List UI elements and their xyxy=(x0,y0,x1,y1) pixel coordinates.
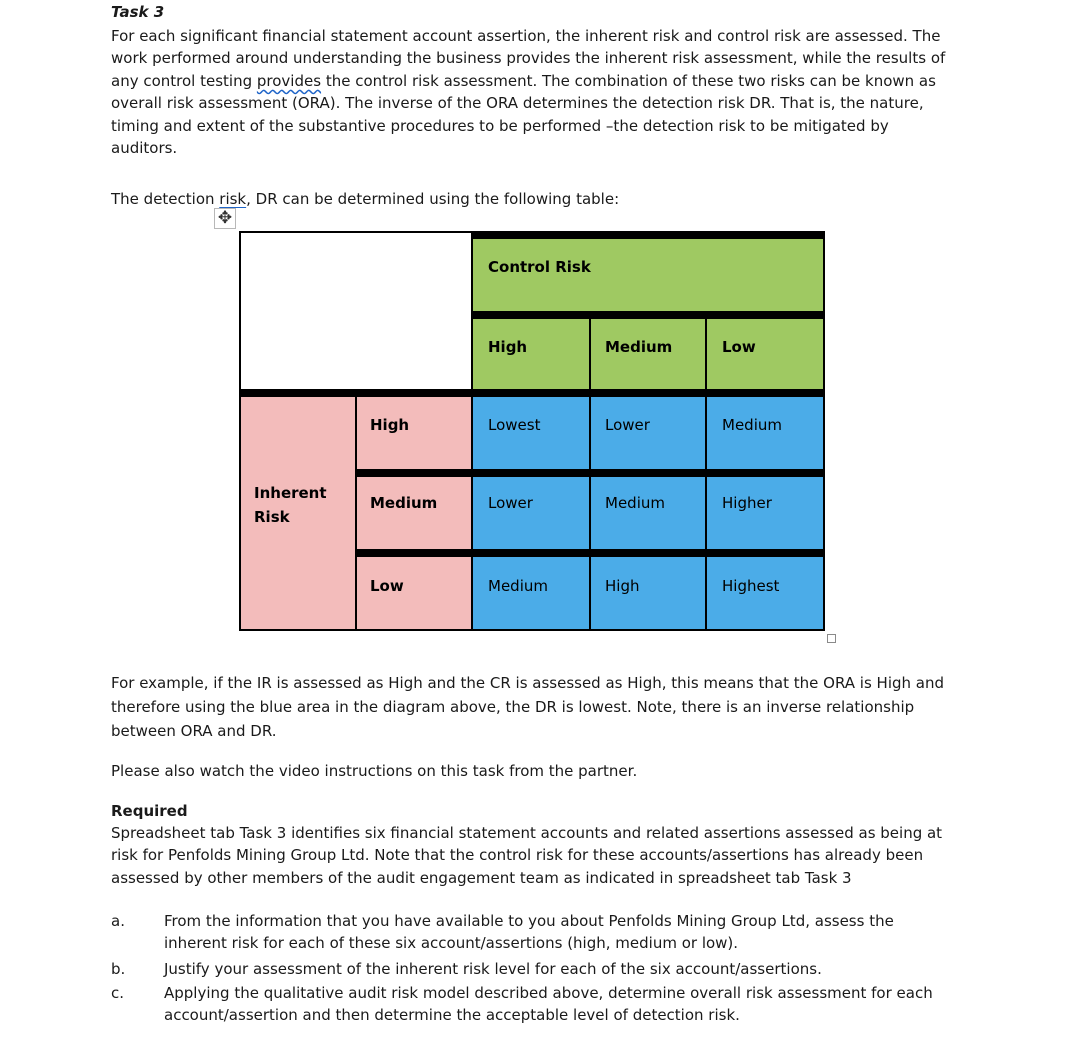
example-line: therefore using the blue area in the diagram above, the DR is lowest. Note, there is an inverse relationship xyxy=(111,698,915,716)
control-level-low: Low xyxy=(722,338,756,356)
inherent-level-high: High xyxy=(370,416,410,434)
required-paragraph xyxy=(111,822,951,889)
detection-cell: Medium xyxy=(722,416,782,434)
required-line: assessed by other members of the audit engagement team as indicated in spreadsheet tab Task 3 xyxy=(111,868,852,887)
question-line: account/assertion and then determine the acceptable level of detection risk. xyxy=(164,1006,740,1025)
spelling-flag-word[interactable]: provides xyxy=(256,71,322,90)
question-marker: c. xyxy=(111,984,125,1002)
inherent-level-medium: Medium xyxy=(370,494,438,512)
detection-cell: Lower xyxy=(605,416,650,434)
table-intro-part: , DR can be determined using the following table: xyxy=(246,190,620,208)
question-line: inherent risk for each of these six account/assertions (high, medium or low). xyxy=(164,934,739,953)
required-line: Spreadsheet tab Task 3 identifies six financial statement accounts and related assertions assessed as being at xyxy=(111,824,943,842)
move-handle-icon[interactable]: ✥ xyxy=(214,208,236,229)
question-text xyxy=(164,982,948,1027)
question-marker: b. xyxy=(111,960,126,978)
grid-line xyxy=(355,389,357,631)
detection-row xyxy=(472,477,825,549)
table-resize-handle[interactable] xyxy=(827,634,836,643)
control-level-high: High xyxy=(488,338,528,356)
control-level-medium: Medium xyxy=(605,338,673,356)
required-title: Required xyxy=(111,802,188,820)
table-intro-part: The detection xyxy=(111,190,220,208)
detection-cell: Highest xyxy=(722,577,780,595)
detection-cell: Lowest xyxy=(488,416,541,434)
example-line: For example, if the IR is assessed as High and the CR is assessed as High, this means that the ORA is High and xyxy=(111,674,944,692)
intro-line: auditors. xyxy=(111,139,178,158)
inherent-risk-header-line1: Inherent xyxy=(254,484,327,502)
required-line: risk for Penfolds Mining Group Ltd. Note that the control risk for these accounts/assertions has already been xyxy=(111,846,924,865)
blank-corner-cell xyxy=(239,231,472,389)
intro-line xyxy=(111,70,951,92)
table-intro-underlined: risk xyxy=(219,190,247,208)
example-line: between ORA and DR. xyxy=(111,722,277,740)
intro-line: For each significant financial statement account assertion, the inherent risk and control risk are assessed. The xyxy=(111,27,941,45)
detection-cell: Medium xyxy=(605,494,665,512)
detection-cell: Higher xyxy=(722,494,772,512)
thick-rule xyxy=(472,231,825,239)
risk-table xyxy=(239,231,825,631)
intro-line-part: the control risk assessment. The combination of these two risks can be known as xyxy=(321,71,936,90)
intro-line: overall risk assessment (ORA). The inverse of the ORA determines the detection risk DR. That is, the nature, xyxy=(111,94,924,113)
inherent-level-cell xyxy=(356,477,472,549)
control-risk-header: Control Risk xyxy=(488,258,591,276)
intro-line: work performed around understanding the business provides the inherent risk assessment, while the results of xyxy=(111,49,946,68)
question-marker: a. xyxy=(111,912,125,930)
question-line: Applying the qualitative audit risk model described above, determine overall risk assessment for each xyxy=(164,984,933,1002)
intro-line: timing and extent of the substantive procedures to be performed –the detection risk to be mitigated by xyxy=(111,116,889,135)
detection-cell: Medium xyxy=(488,577,548,595)
thick-rule xyxy=(239,389,825,397)
intro-line-part: any control testing xyxy=(111,71,257,90)
thick-rule xyxy=(472,311,825,319)
grid-line xyxy=(705,311,707,631)
example-paragraph xyxy=(111,671,951,743)
intro-paragraph xyxy=(111,25,951,159)
inherent-risk-header-line2: Risk xyxy=(254,508,290,526)
table-intro xyxy=(111,188,619,210)
grid-line xyxy=(589,311,591,631)
detection-cell: Lower xyxy=(488,494,533,512)
question-text xyxy=(164,910,948,955)
video-note: Please also watch the video instructions on this task from the partner. xyxy=(111,762,638,780)
question-text xyxy=(164,958,948,980)
question-line: Justify your assessment of the inherent risk level for each of the six account/assertions. xyxy=(164,960,822,978)
detection-cell: High xyxy=(605,577,640,595)
grid-line xyxy=(471,231,473,631)
inherent-level-low: Low xyxy=(370,577,404,595)
task-title: Task 3 xyxy=(111,3,165,21)
question-line: From the information that you have available to you about Penfolds Mining Group Ltd, assess the xyxy=(164,912,894,930)
